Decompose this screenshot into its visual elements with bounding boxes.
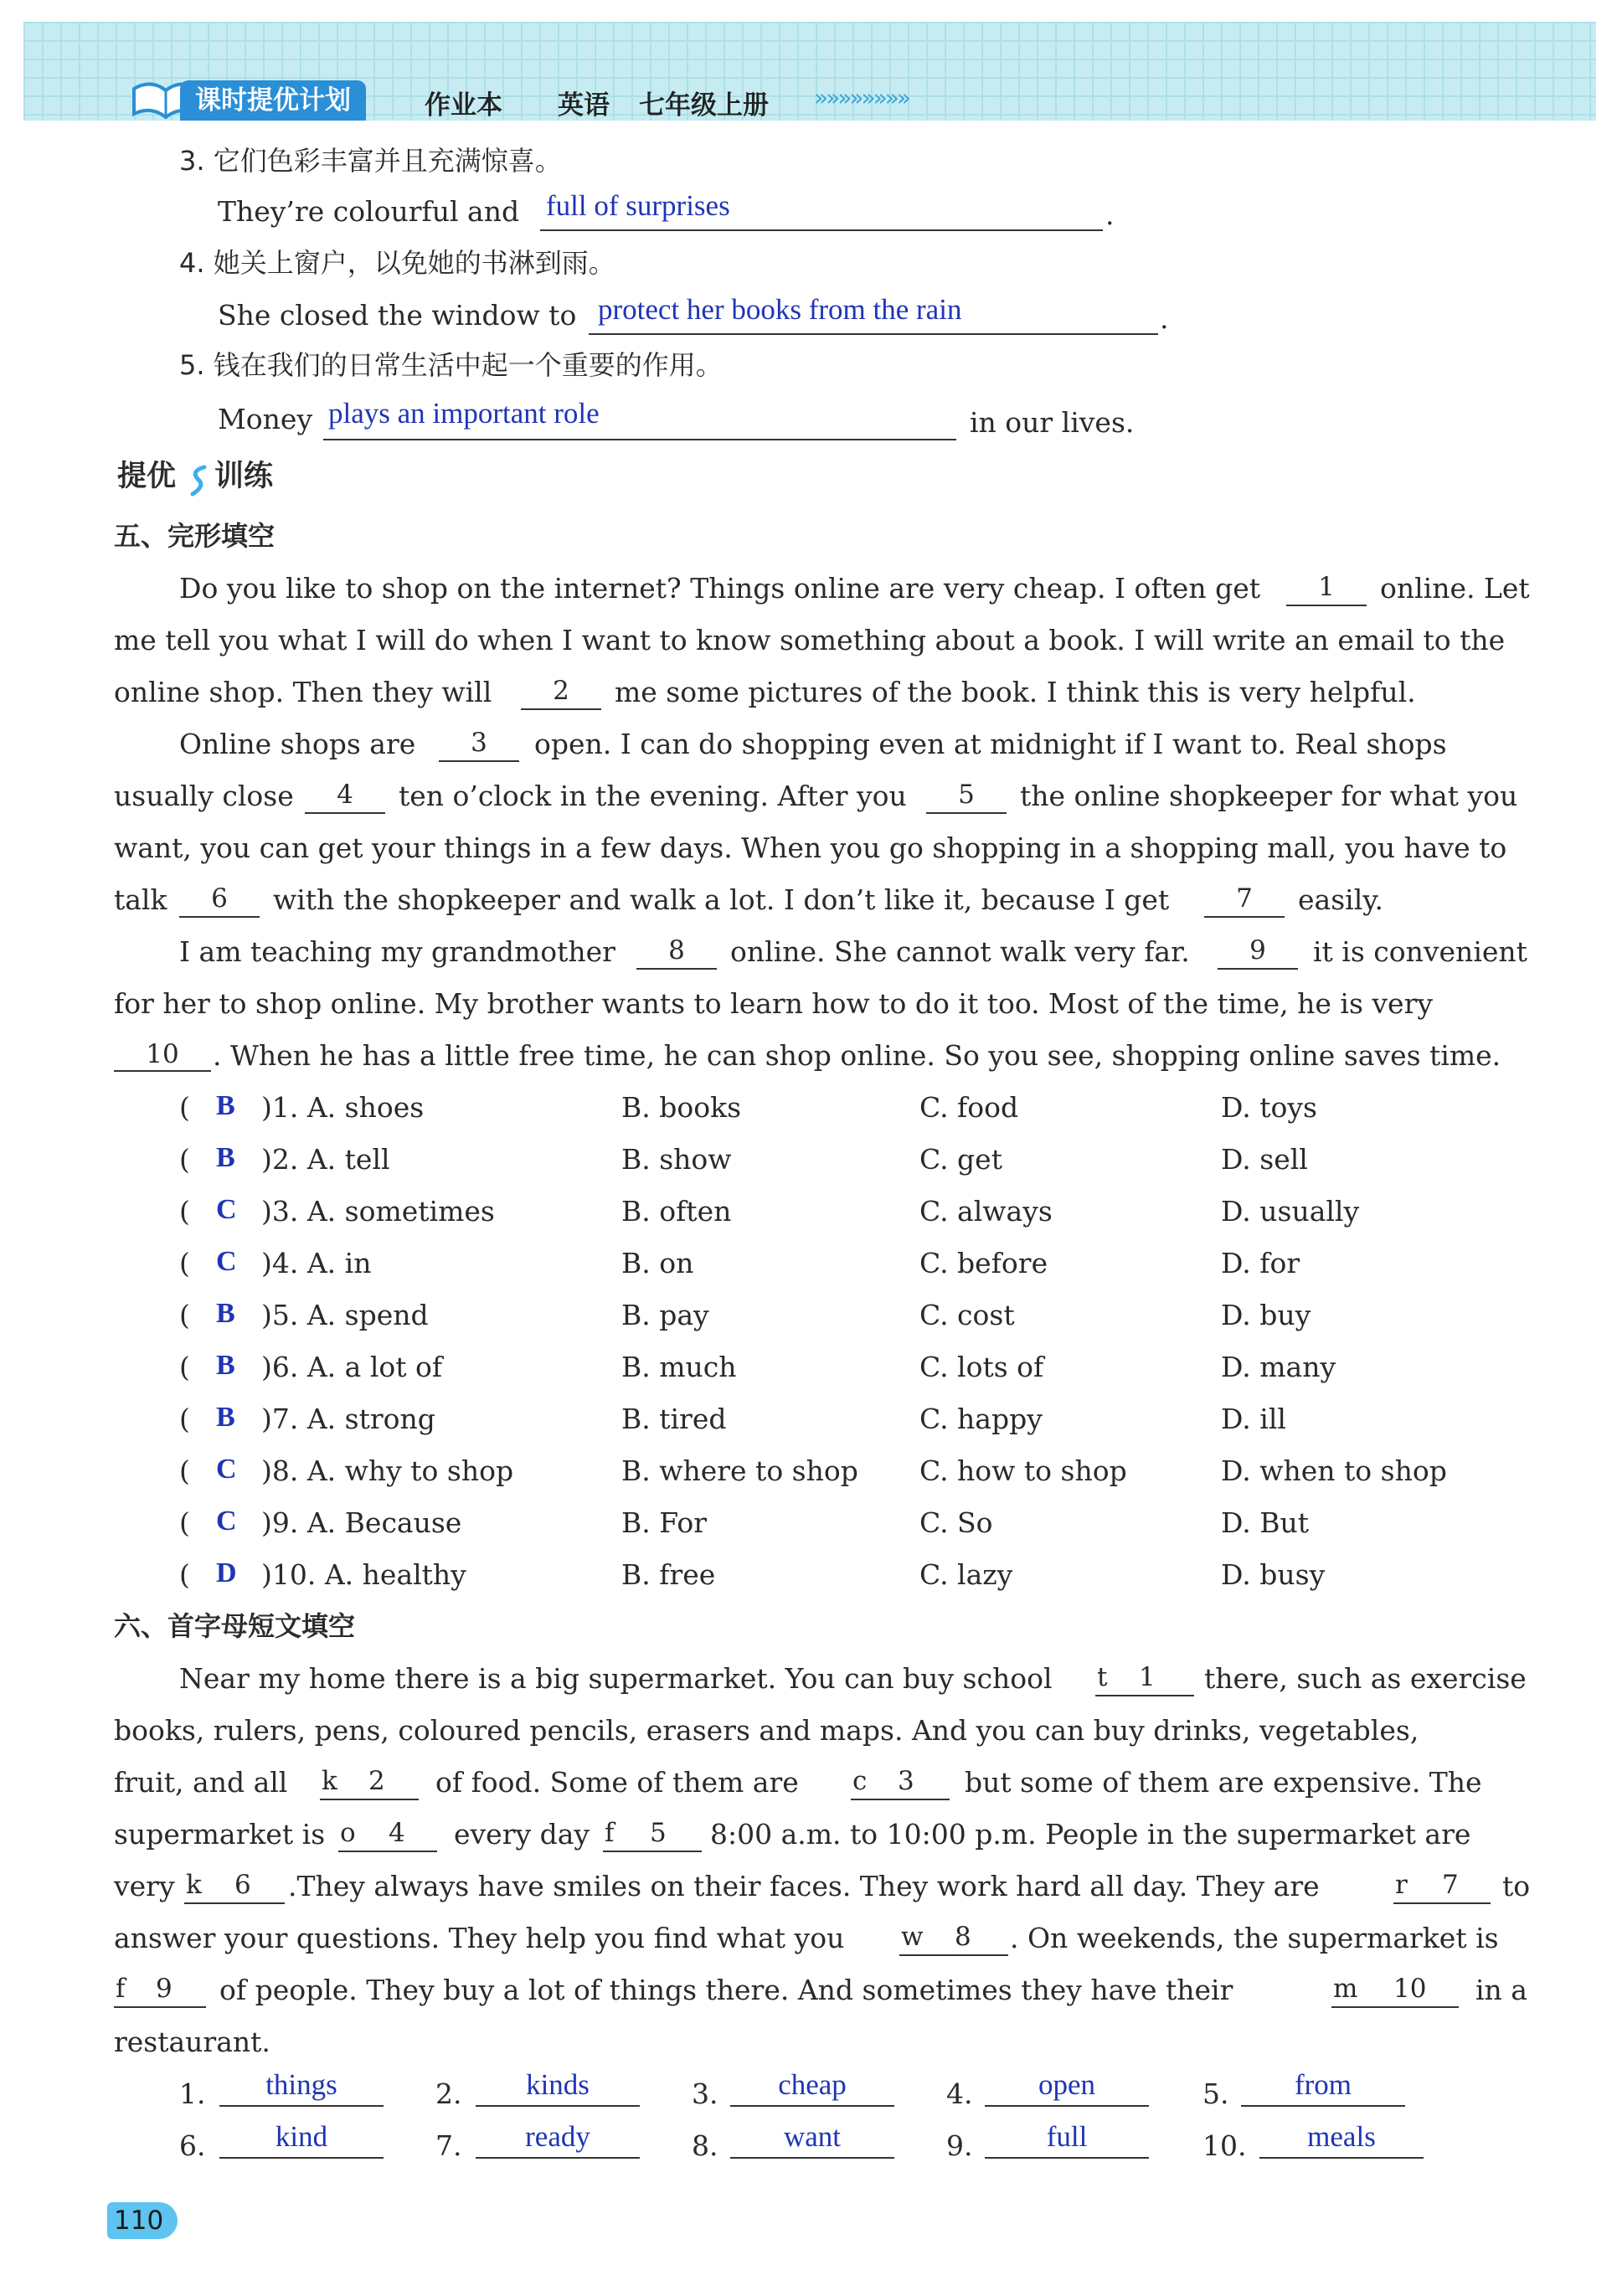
cloze-text: online. She cannot walk very far.	[730, 935, 1190, 968]
translation-5-answer: plays an important role	[328, 397, 600, 430]
paren-open: (	[179, 1454, 190, 1487]
passage-text: very	[114, 1870, 175, 1902]
cloze-text: me tell you what I will do when I want to know something about a book. I will write an email to the	[114, 624, 1506, 656]
translation-4-answer: protect her books from the rain	[598, 293, 962, 326]
blank-initial: o	[340, 1818, 356, 1848]
blank-line	[926, 812, 1007, 814]
cloze-text: usually close	[114, 780, 294, 812]
blank-number: 10	[146, 1039, 179, 1069]
answer-number: 4.	[946, 2077, 973, 2110]
passage-text: restaurant.	[114, 2026, 270, 2058]
answer-word: kind	[275, 2120, 328, 2153]
blank-initial: f	[116, 1974, 126, 2004]
blank-initial: t	[1097, 1662, 1108, 1692]
answer-line	[985, 2157, 1149, 2159]
choice-answer: C	[216, 1506, 237, 1537]
translation-4-suffix: .	[1160, 302, 1169, 335]
answer-number: 5.	[1202, 2077, 1229, 2110]
page-number: 110	[107, 2202, 178, 2239]
answer-word: want	[783, 2120, 842, 2153]
cloze-text: Do you like to shop on the internet? Things online are very cheap. I often get	[179, 572, 1260, 605]
option-d: D. buy	[1221, 1299, 1311, 1331]
option-d: D. when to shop	[1221, 1454, 1447, 1487]
answer-number: 7.	[435, 2129, 462, 2162]
answer-line	[476, 2157, 640, 2159]
paren-open: (	[179, 1299, 190, 1331]
choice-answer: B	[216, 1298, 235, 1329]
blank-line	[114, 2006, 206, 2008]
chevron-arrows-icon: »»»»»»»»	[814, 84, 909, 111]
option-b: B. show	[621, 1143, 732, 1176]
blank-number: 9	[156, 1974, 173, 2004]
answer-word: open	[1038, 2068, 1096, 2101]
option-c: C. food	[919, 1091, 1019, 1124]
option-a: )10. A. healthy	[261, 1558, 466, 1591]
translation-3-suffix: .	[1105, 198, 1115, 231]
blank-number: 1	[1139, 1662, 1156, 1692]
blank-line	[338, 1851, 437, 1852]
blank-number: 9	[1249, 935, 1266, 965]
answer-line	[219, 2157, 384, 2159]
subject: 英语	[558, 90, 610, 121]
cloze-title: 五、完形填空	[114, 520, 276, 552]
cloze-text: online shop. Then they will	[114, 676, 492, 708]
option-a: )6. A. a lot of	[261, 1351, 443, 1383]
option-b: B. on	[621, 1247, 694, 1279]
cloze-text: talk	[114, 883, 167, 916]
option-d: D. for	[1221, 1247, 1300, 1279]
cloze-text: want, you can get your things in a few days. When you go shopping in a shopping mall, you have to	[114, 831, 1507, 864]
answer-line	[730, 2105, 894, 2107]
option-d: D. busy	[1221, 1558, 1326, 1591]
passage-text: there, such as exercise	[1204, 1662, 1527, 1695]
cloze-text: Online shops are	[179, 728, 416, 760]
blank-line	[899, 1954, 1008, 1956]
cloze-text: easily.	[1298, 883, 1383, 916]
blank-number: 8	[955, 1922, 971, 1952]
blank-initial: r	[1395, 1870, 1408, 1900]
option-b: B. pay	[621, 1299, 709, 1331]
blank-line	[114, 1070, 211, 1072]
blank-number: 6	[211, 883, 228, 914]
blank-line	[603, 1851, 702, 1852]
choice-answer: B	[216, 1090, 235, 1121]
paren-open: (	[179, 1247, 190, 1279]
cloze-text: with the shopkeeper and walk a lot. I don’t like it, because I get	[273, 883, 1170, 916]
blank-number: 2	[368, 1766, 385, 1796]
translation-4-prefix: She closed the window to	[218, 299, 577, 332]
passage-text: but some of them are expensive. The	[965, 1766, 1482, 1799]
choice-answer: C	[216, 1454, 237, 1485]
translation-5-suffix: in our lives.	[970, 406, 1135, 439]
option-b: B. For	[621, 1506, 707, 1539]
cloze-text: I am teaching my grandmother	[179, 935, 615, 968]
option-d: D. many	[1221, 1351, 1336, 1383]
blank-number: 2	[553, 676, 569, 706]
option-a: )3. A. sometimes	[261, 1195, 495, 1228]
translation-3-zh: 3. 它们色彩丰富并且充满惊喜。	[179, 145, 562, 177]
option-b: B. much	[621, 1351, 737, 1383]
section-badge-right: 训练	[214, 460, 274, 493]
translation-3-prefix: They’re colourful and	[218, 195, 520, 228]
option-d: D. toys	[1221, 1091, 1317, 1124]
option-a: )1. A. shoes	[261, 1091, 425, 1124]
blank-number: 7	[1442, 1870, 1459, 1900]
answer-word: things	[265, 2068, 337, 2101]
answer-word: ready	[525, 2120, 590, 2153]
blank-line	[1204, 916, 1285, 918]
blank-initial: m	[1333, 1974, 1358, 2004]
book-type: 作业本	[425, 90, 502, 121]
answer-line	[323, 439, 956, 440]
paren-open: (	[179, 1403, 190, 1435]
passage-text: Near my home there is a big supermarket. You can buy school	[179, 1662, 1053, 1695]
blank-line	[1393, 1902, 1491, 1904]
cloze-text: open. I can do shopping even at midnight if I want to. Real shops	[534, 728, 1447, 760]
blank-number: 3	[471, 728, 487, 758]
section-badge-left: 提优	[117, 460, 177, 493]
option-c: C. get	[919, 1143, 1002, 1176]
blank-number: 1	[1318, 572, 1335, 602]
answer-word: kinds	[526, 2068, 590, 2101]
badge-swirl-icon	[186, 462, 211, 499]
translation-4-zh: 4. 她关上窗户，以免她的书淋到雨。	[179, 247, 615, 279]
answer-number: 9.	[946, 2129, 973, 2162]
passage-text: in a	[1475, 1974, 1527, 2006]
paren-open: (	[179, 1195, 190, 1228]
cloze-text: online. Let	[1380, 572, 1530, 605]
option-d: D. But	[1221, 1506, 1310, 1539]
blank-number: 3	[898, 1766, 914, 1796]
paren-open: (	[179, 1351, 190, 1383]
option-c: C. happy	[919, 1403, 1043, 1435]
blank-initial: k	[186, 1870, 202, 1900]
answer-number: 1.	[179, 2077, 206, 2110]
blank-line	[1095, 1695, 1194, 1696]
option-c: C. cost	[919, 1299, 1015, 1331]
blank-number: 4	[389, 1818, 405, 1848]
option-c: C. always	[919, 1195, 1053, 1228]
blank-line	[320, 1799, 419, 1800]
passage-text: of food. Some of them are	[435, 1766, 799, 1799]
blank-number: 10	[1393, 1974, 1427, 2004]
blank-initial: c	[852, 1766, 868, 1796]
answer-number: 10.	[1202, 2129, 1247, 2162]
option-b: B. books	[621, 1091, 742, 1124]
paren-open: (	[179, 1558, 190, 1591]
answer-number: 2.	[435, 2077, 462, 2110]
answer-word: full	[1046, 2120, 1088, 2153]
passage-text: answer your questions. They help you find what you	[114, 1922, 845, 1954]
choice-answer: B	[216, 1402, 235, 1433]
translation-5-prefix: Money	[218, 403, 313, 435]
paren-open: (	[179, 1143, 190, 1176]
blank-line	[184, 1902, 285, 1904]
passage-text: to	[1502, 1870, 1531, 1902]
option-c: C. before	[919, 1247, 1048, 1279]
cloze-text: the online shopkeeper for what you	[1020, 780, 1518, 812]
option-a: )8. A. why to shop	[261, 1454, 514, 1487]
blank-number: 6	[234, 1870, 251, 1900]
option-d: D. sell	[1221, 1143, 1308, 1176]
option-a: )5. A. spend	[261, 1299, 429, 1331]
blank-initial: f	[605, 1818, 615, 1848]
passage-text: books, rulers, pens, coloured pencils, erasers and maps. And you can buy drinks, vegetables,	[114, 1714, 1419, 1747]
choice-answer: D	[216, 1557, 237, 1588]
choice-answer: B	[216, 1350, 235, 1381]
cloze-text: me some pictures of the book. I think this is very helpful.	[615, 676, 1416, 708]
option-a: )4. A. in	[261, 1247, 372, 1279]
blank-line	[521, 708, 601, 710]
blank-line	[1331, 2006, 1459, 2008]
choice-answer: C	[216, 1246, 237, 1277]
answer-number: 8.	[692, 2129, 718, 2162]
blank-line	[1286, 605, 1367, 606]
cloze-text: . When he has a little free time, he can shop online. So you see, shopping online saves time.	[213, 1039, 1501, 1072]
answer-line	[589, 333, 1158, 335]
option-b: B. free	[621, 1558, 716, 1591]
translation-5-zh: 5. 钱在我们的日常生活中起一个重要的作用。	[179, 349, 723, 381]
answer-line	[985, 2105, 1149, 2107]
blank-number: 5	[958, 780, 975, 810]
blank-number: 4	[337, 780, 353, 810]
translation-3-answer: full of surprises	[546, 189, 730, 222]
brand-title: 课时提优计划	[180, 80, 366, 121]
cloze-text: ten o’clock in the evening. After you	[399, 780, 907, 812]
choice-answer: B	[216, 1142, 235, 1173]
option-c: C. how to shop	[919, 1454, 1127, 1487]
paren-open: (	[179, 1091, 190, 1124]
blank-initial: w	[901, 1922, 924, 1952]
option-b: B. where to shop	[621, 1454, 858, 1487]
blank-line	[851, 1799, 950, 1800]
option-c: C. lots of	[919, 1351, 1044, 1383]
answer-word: from	[1294, 2068, 1352, 2101]
blank-number: 7	[1236, 883, 1253, 914]
answer-word: meals	[1307, 2120, 1376, 2153]
blank-line	[179, 916, 260, 918]
cloze-text: for her to shop online. My brother wants to learn how to do it too. Most of the time, he is very	[114, 987, 1433, 1020]
answer-line	[1241, 2105, 1405, 2107]
blank-number: 8	[668, 935, 685, 965]
answer-line	[540, 229, 1103, 231]
paren-open: (	[179, 1506, 190, 1539]
option-b: B. tired	[621, 1403, 727, 1435]
blank-line	[305, 812, 385, 814]
passage-text: fruit, and all	[114, 1766, 288, 1799]
option-b: B. often	[621, 1195, 732, 1228]
answer-line	[730, 2157, 894, 2159]
option-d: D. usually	[1221, 1195, 1360, 1228]
passage-text: 8:00 a.m. to 10:00 p.m. People in the supermarket are	[710, 1818, 1471, 1851]
passage-text: every day	[454, 1818, 590, 1851]
answer-line	[1259, 2157, 1424, 2159]
passage-text: .They always have smiles on their faces. They work hard all day. They are	[288, 1870, 1320, 1902]
blank-line	[439, 760, 519, 762]
passage-text: supermarket is	[114, 1818, 326, 1851]
option-c: C. So	[919, 1506, 993, 1539]
initial-letter-title: 六、首字母短文填空	[114, 1610, 356, 1642]
blank-line	[1218, 968, 1298, 970]
option-a: )9. A. Because	[261, 1506, 462, 1539]
option-d: D. ill	[1221, 1403, 1286, 1435]
passage-text: . On weekends, the supermarket is	[1010, 1922, 1499, 1954]
answer-line	[219, 2105, 384, 2107]
option-a: )7. A. strong	[261, 1403, 435, 1435]
grade: 七年级上册	[639, 90, 769, 121]
choice-answer: C	[216, 1194, 237, 1225]
cloze-text: it is convenient	[1313, 935, 1527, 968]
blank-line	[636, 968, 717, 970]
answer-word: cheap	[778, 2068, 847, 2101]
blank-initial: k	[322, 1766, 337, 1796]
blank-number: 5	[650, 1818, 667, 1848]
option-c: C. lazy	[919, 1558, 1013, 1591]
answer-line	[476, 2105, 640, 2107]
option-a: )2. A. tell	[261, 1143, 390, 1176]
answer-number: 6.	[179, 2129, 206, 2162]
passage-text: of people. They buy a lot of things there. And sometimes they have their	[219, 1974, 1233, 2006]
answer-number: 3.	[692, 2077, 718, 2110]
